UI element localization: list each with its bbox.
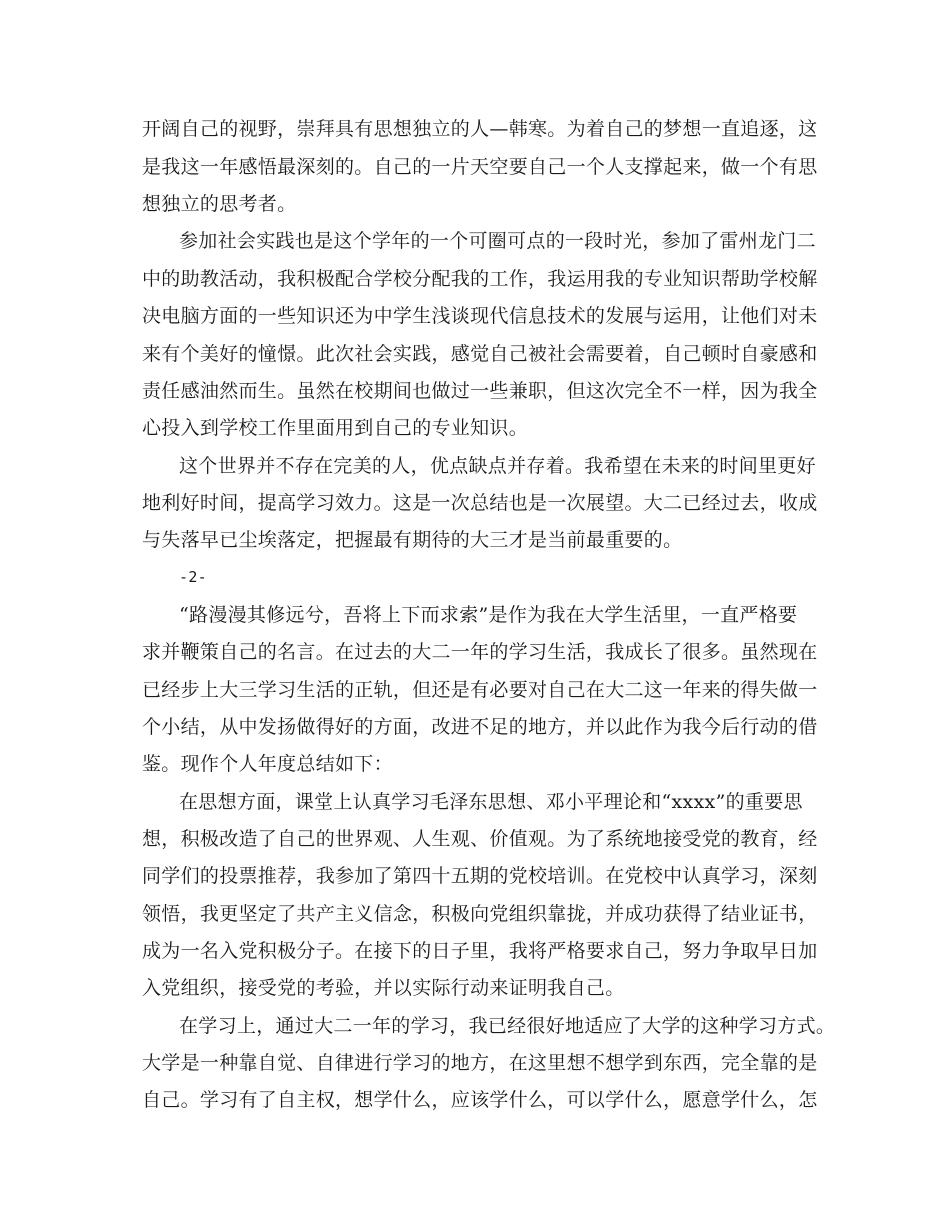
text-line: 与失落早已尘埃落定，把握最有期待的大三才是当前最重要的。: [142, 529, 683, 551]
text-line: 个小结，从中发扬做得好的方面，改进不足的地方，并以此作为我今后行动的借: [142, 716, 818, 738]
text-line: 想，积极改造了自己的世界观、人生观、价值观。为了系统地接受党的教育，经: [142, 828, 818, 850]
text-line: 决电脑方面的一些知识还为中学生浅谈现代信息技术的发展与运用，让他们对未: [142, 305, 818, 327]
paragraph-first-line: “路漫漫其修远兮，吾将上下而求索”是作为我在大学生活里，一直严格要: [179, 604, 798, 626]
text-line: 是我这一年感悟最深刻的。自己的一片天空要自己一个人支撑起来，做一个有思: [142, 156, 818, 178]
text-line: 地利好时间，提高学习效力。这是一次总结也是一次展望。大二已经过去，收成: [142, 492, 818, 514]
paragraph-first-line: 在思想方面，课堂上认真学习毛泽东思想、邓小平理论和“xxxx”的重要思: [179, 791, 803, 813]
paragraph-first-line: 参加社会实践也是这个学年的一个可圈可点的一段时光，参加了雷州龙门二: [179, 230, 816, 252]
text-line: 已经步上大三学习生活的正轨，但还是有必要对自己在大二这一年来的得失做一: [142, 679, 818, 701]
text-line: 心投入到学校工作里面用到自己的专业知识。: [142, 417, 529, 439]
text-line: 责任感油然而生。虽然在校期间也做过一些兼职，但这次完全不一样，因为我全: [142, 380, 818, 402]
text-line: 自己。学习有了自主权，想学什么，应该学什么，可以学什么，愿意学什么，怎: [142, 1089, 818, 1111]
text-line: 中的助教活动，我积极配合学校分配我的工作，我运用我的专业知识帮助学校解: [142, 268, 818, 290]
text-line: 大学是一种靠自觉、自律进行学习的地方，在这里想不想学到东西，完全靠的是: [142, 1052, 818, 1074]
text-line: 同学们的投票推荐，我参加了第四十五期的党校培训。在党校中认真学习，深刻: [142, 865, 818, 887]
text-line: 求并鞭策自己的名言。在过去的大二一年的学习生活，我成长了很多。虽然现在: [142, 641, 818, 663]
text-line: 开阔自己的视野，崇拜具有思想独立的人—韩寒。为着自己的梦想一直追逐，这: [142, 118, 818, 140]
paragraph-first-line: 在学习上，通过大二一年的学习，我已经很好地适应了大学的这种学习方式。: [179, 1015, 836, 1037]
paragraph-first-line: 这个世界并不存在完美的人，优点缺点并存着。我希望在未来的时间里更好: [179, 455, 816, 477]
text-line: 鉴。现作个人年度总结如下：: [142, 753, 393, 775]
text-line: 来有个美好的憧憬。此次社会实践，感觉自己被社会需要着，自己顿时自豪感和: [142, 343, 818, 365]
text-line: 想独立的思考者。: [142, 193, 297, 215]
text-line: 领悟，我更坚定了共产主义信念，积极向党组织靠拢，并成功获得了结业证书，: [142, 903, 818, 925]
section-number: -2-: [179, 568, 207, 586]
text-line: 入党组织，接受党的考验，并以实际行动来证明我自己。: [142, 977, 625, 999]
text-line: 成为一名入党积极分子。在接下的日子里，我将严格要求自己，努力争取早日加: [142, 940, 818, 962]
